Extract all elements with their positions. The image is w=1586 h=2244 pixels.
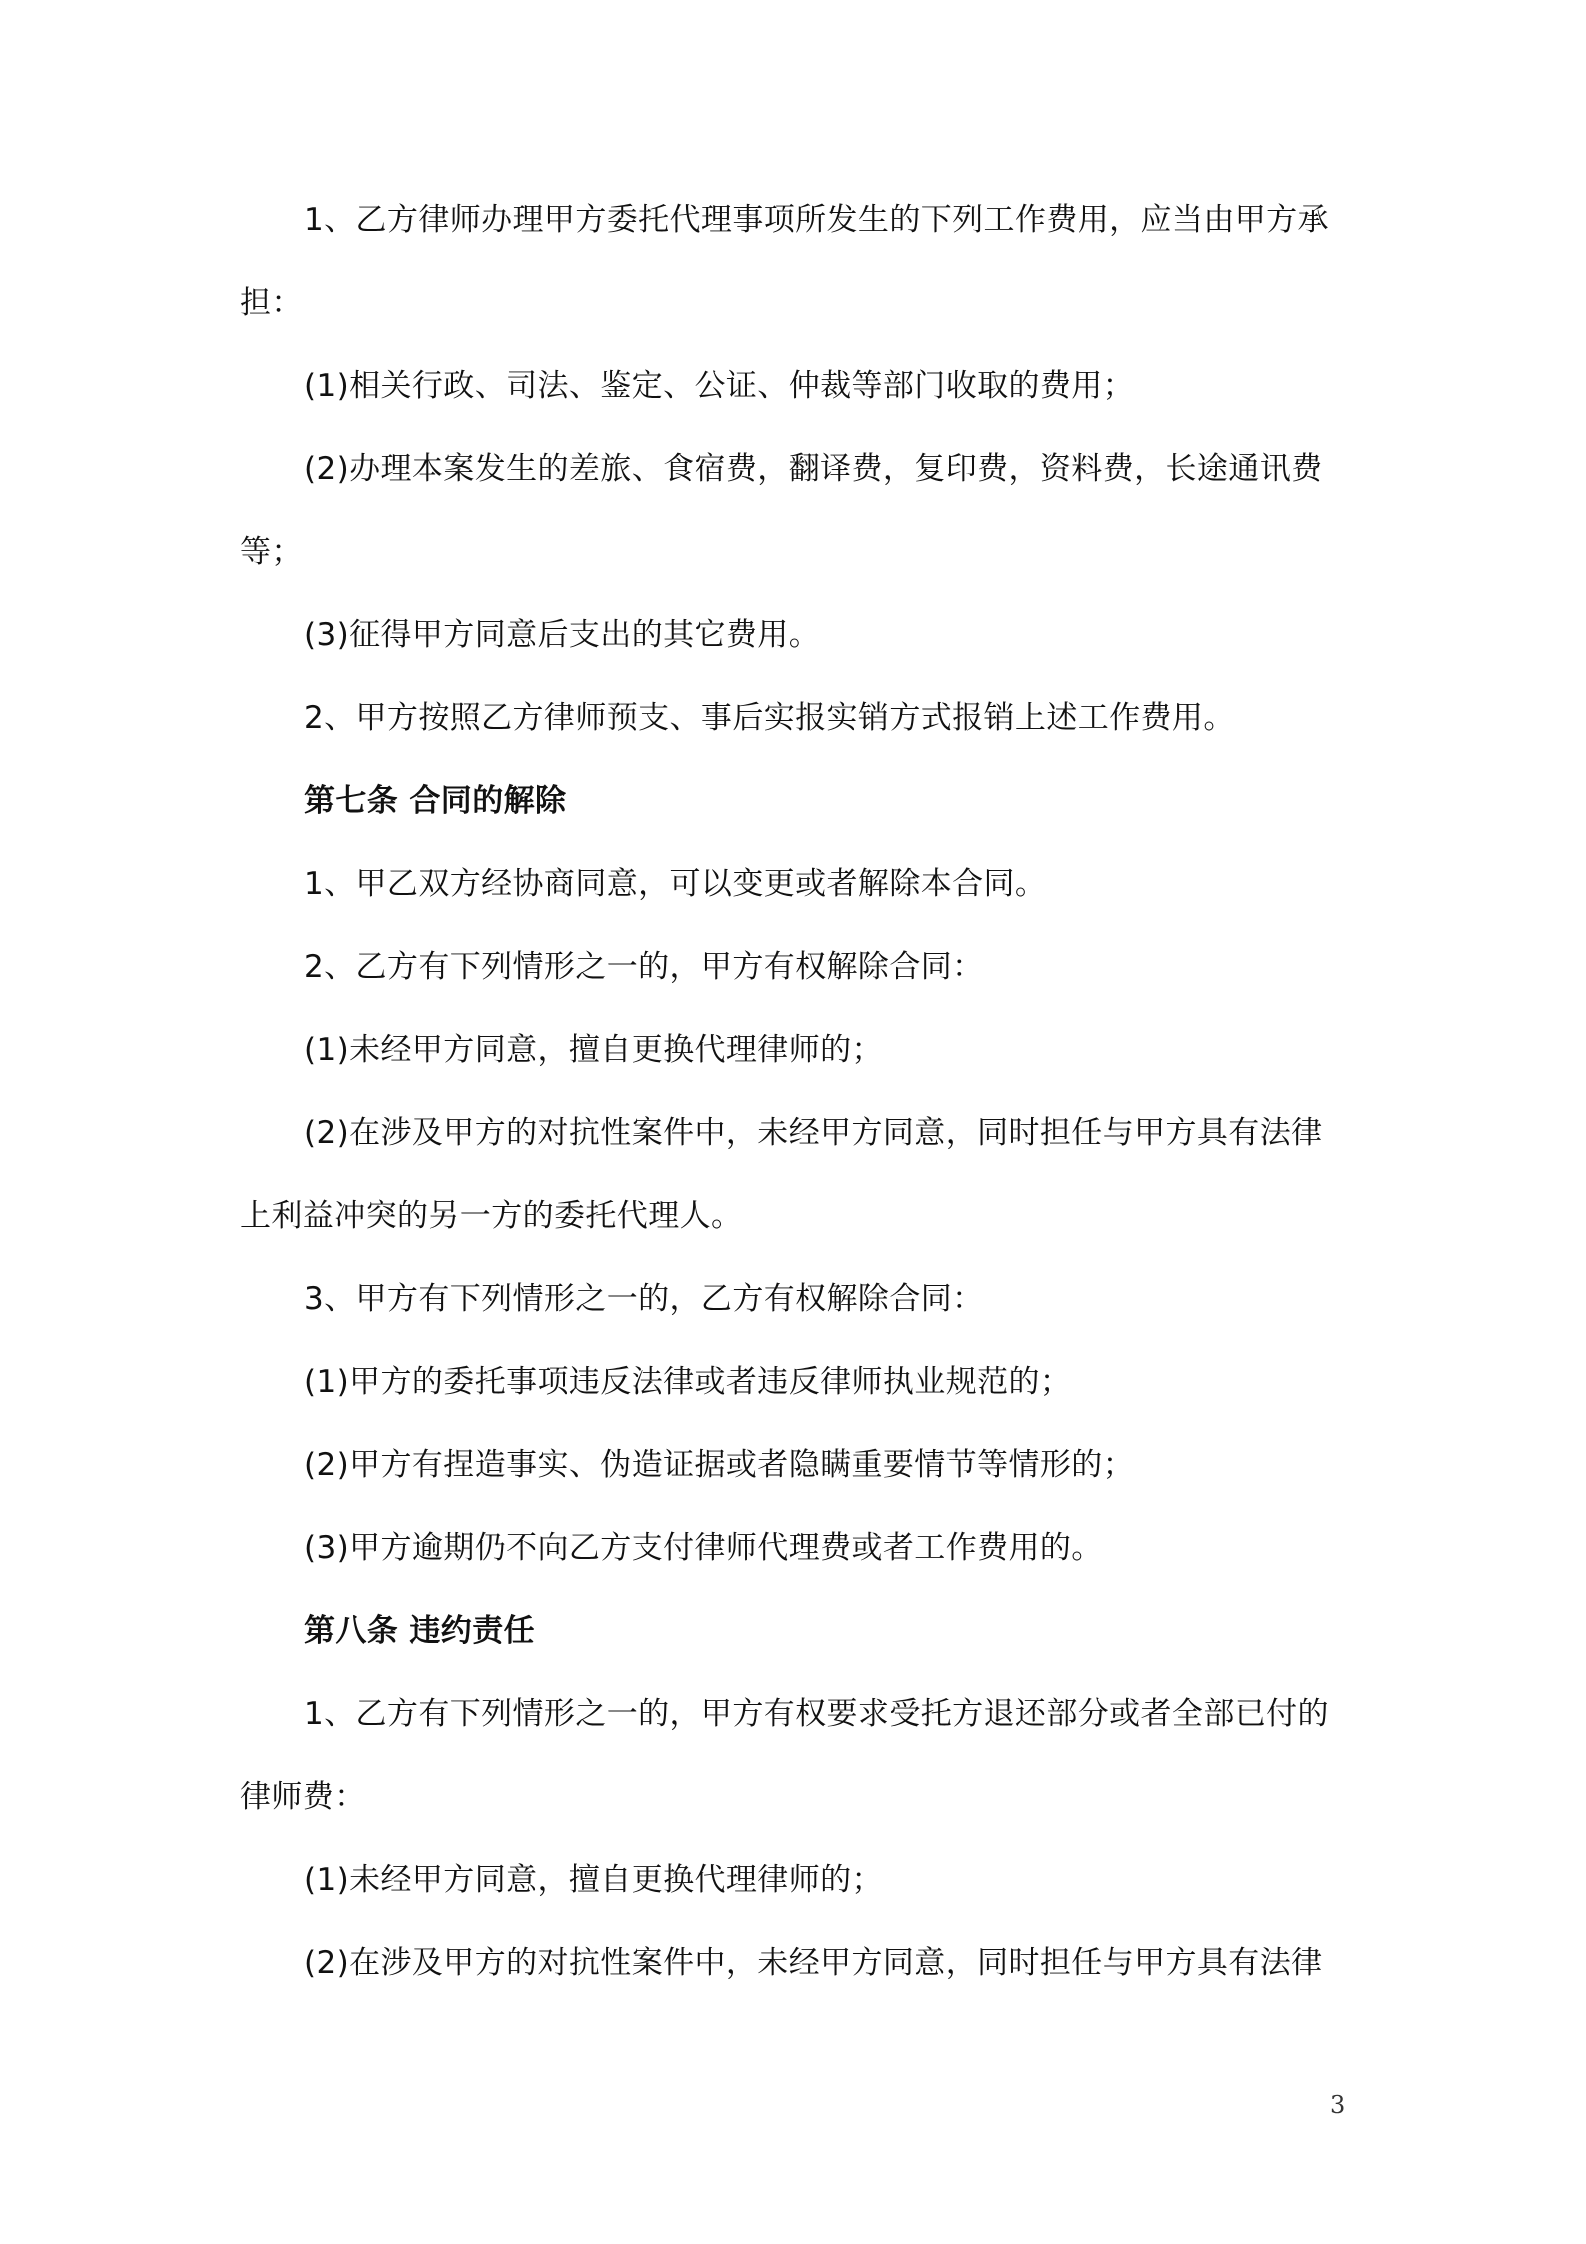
paragraph-line: 担： bbox=[240, 285, 303, 321]
paragraph-line: 1、甲乙双方经协商同意，可以变更或者解除本合同。 bbox=[304, 866, 1047, 902]
list-item-line: (3)征得甲方同意后支出的其它费用。 bbox=[304, 617, 821, 653]
paragraph-line: 3、甲方有下列情形之一的，乙方有权解除合同： bbox=[304, 1281, 984, 1317]
list-item-line: (1)未经甲方同意，擅自更换代理律师的； bbox=[304, 1032, 883, 1068]
section-heading: 第八条 违约责任 bbox=[304, 1613, 535, 1649]
list-item-line: (2)甲方有捏造事实、伪造证据或者隐瞒重要情节等情形的； bbox=[304, 1447, 1135, 1483]
section-heading: 第七条 合同的解除 bbox=[304, 783, 567, 819]
list-item-line: (1)未经甲方同意，擅自更换代理律师的； bbox=[304, 1862, 883, 1898]
list-item-line: (1)甲方的委托事项违反法律或者违反律师执业规范的； bbox=[304, 1364, 1072, 1400]
list-item-line: (1)相关行政、司法、鉴定、公证、仲裁等部门收取的费用； bbox=[304, 368, 1135, 404]
paragraph-line: 1、乙方有下列情形之一的，甲方有权要求受托方退还部分或者全部已付的 bbox=[304, 1696, 1329, 1732]
paragraph-line: 1、乙方律师办理甲方委托代理事项所发生的下列工作费用，应当由甲方承 bbox=[304, 202, 1329, 238]
paragraph-line: 2、乙方有下列情形之一的，甲方有权解除合同： bbox=[304, 949, 984, 985]
paragraph-line: 2、甲方按照乙方律师预支、事后实报实销方式报销上述工作费用。 bbox=[304, 700, 1235, 736]
paragraph-line: 律师费： bbox=[240, 1779, 366, 1815]
list-item-line: (3)甲方逾期仍不向乙方支付律师代理费或者工作费用的。 bbox=[304, 1530, 1103, 1566]
list-item-line: (2)在涉及甲方的对抗性案件中，未经甲方同意，同时担任与甲方具有法律 bbox=[304, 1945, 1323, 1981]
list-item-line: 等； bbox=[240, 534, 303, 570]
page-number: 3 bbox=[1330, 2091, 1346, 2119]
list-item-line: (2)办理本案发生的差旅、食宿费，翻译费，复印费，资料费，长途通讯费 bbox=[304, 451, 1323, 487]
list-item-line: (2)在涉及甲方的对抗性案件中，未经甲方同意，同时担任与甲方具有法律 bbox=[304, 1115, 1323, 1151]
list-item-line: 上利益冲突的另一方的委托代理人。 bbox=[240, 1198, 743, 1234]
